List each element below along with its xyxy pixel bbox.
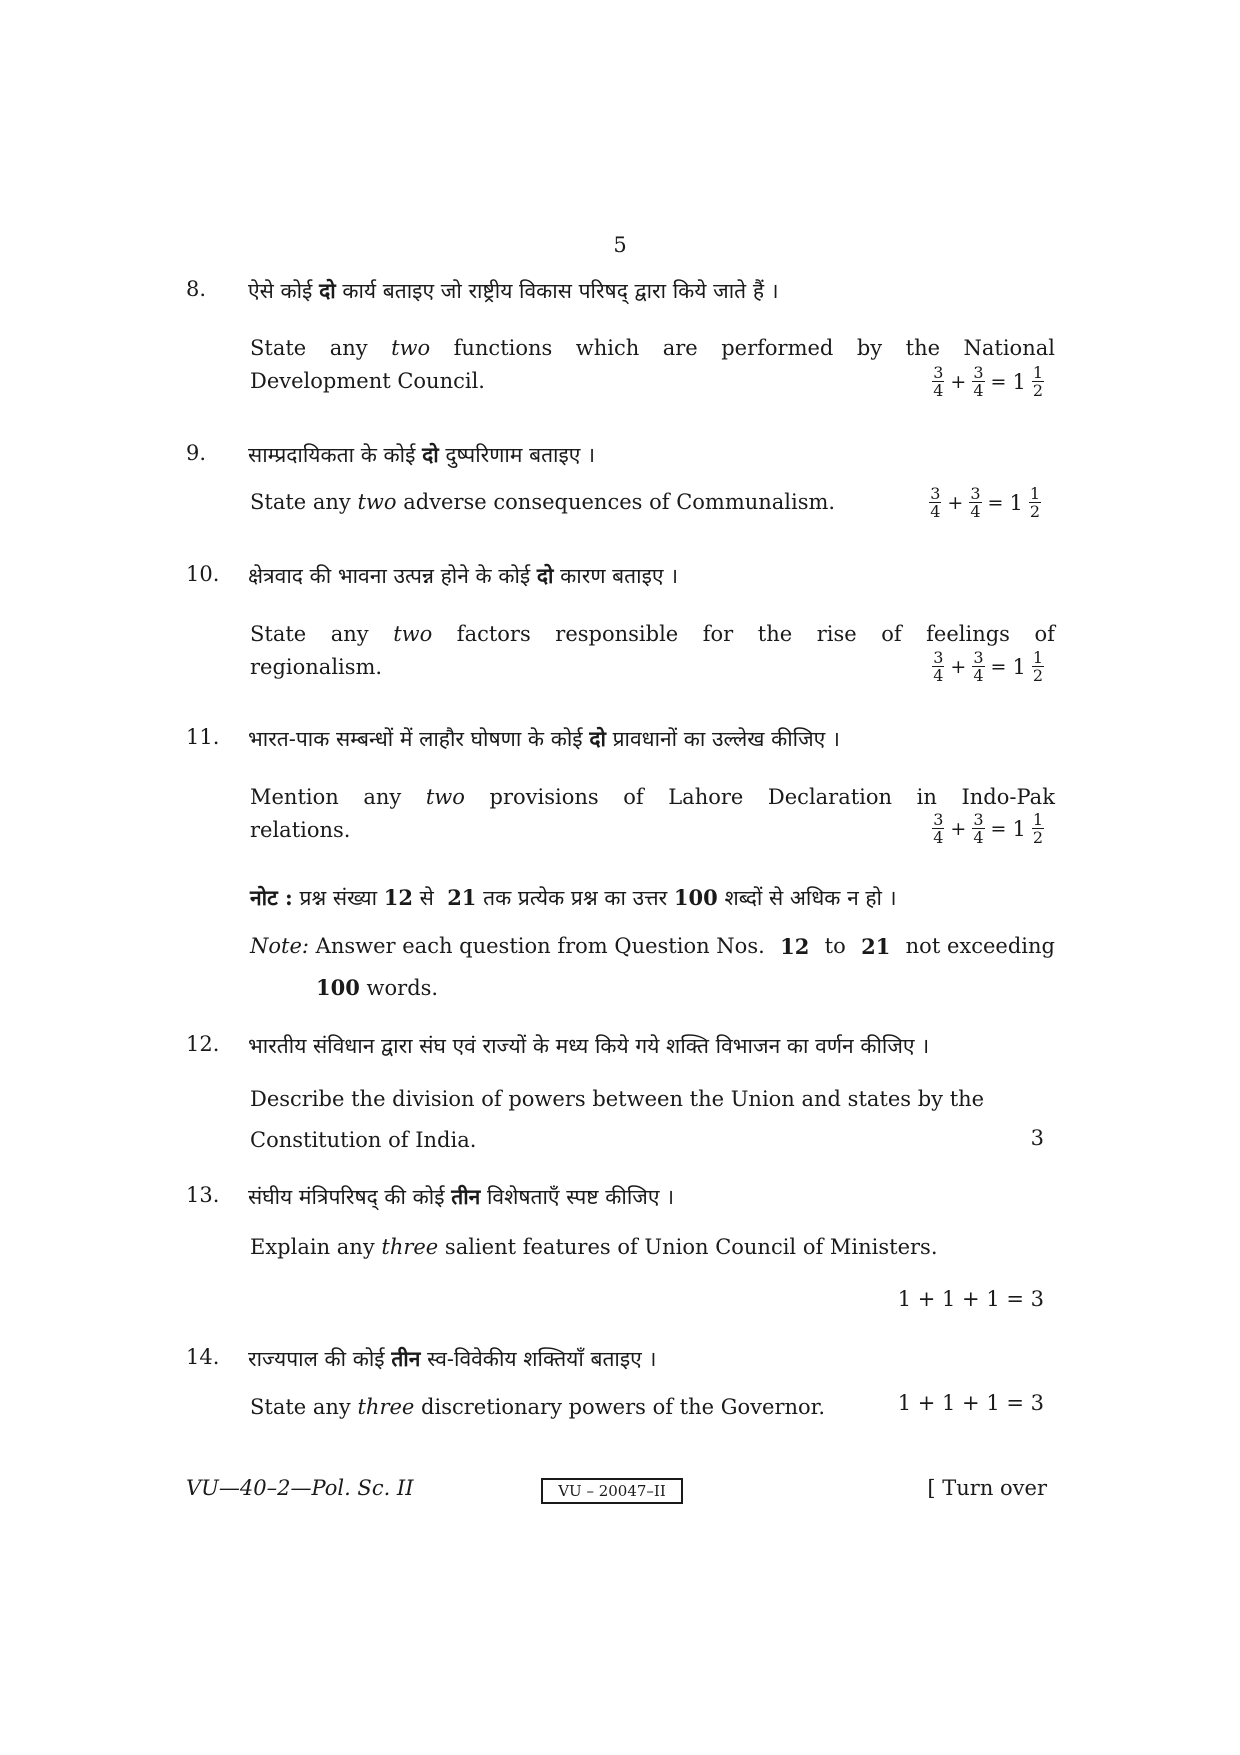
fraction: $\frac{1}{2}$ [1029, 484, 1040, 521]
marks: $\frac{3}{4}$ + $\frac{3}{4}$ = 1 $\frac{1}{2}$ [930, 484, 1040, 521]
question-number: 9. [186, 441, 207, 465]
question-number: 10. [186, 562, 220, 586]
question-11 [186, 725, 1056, 855]
note-hindi: नोट : प्रश्न संख्या 12 से 21 तक प्रत्येक प्रश्न का उत्तर 100 शब्दों से अधिक न हो । [250, 885, 897, 910]
question-english: State any two factors responsible for the rise of feelings of regionalism. [250, 622, 1055, 679]
question-number: 12. [186, 1032, 220, 1056]
marks: $\frac{3}{4}$ + $\frac{3}{4}$ = 1 $\frac{1}{2}$ [933, 648, 1043, 685]
question-english: Describe the division of powers between the Union and states by the Constitution of India. [250, 1087, 985, 1152]
note-block [186, 884, 1056, 1014]
question-number: 13. [186, 1183, 220, 1207]
question-hindi: भारत-पाक सम्बन्धों में लाहौर घोषणा के कोई दो प्रावधानों का उल्लेख कीजिए । [248, 726, 840, 751]
note-english: Note: Answer each question from Question Nos. 12 to 21 not exceeding [250, 934, 1055, 959]
marks: 1 + 1 + 1 = 3 [897, 1287, 1044, 1311]
question-hindi: ऐसे कोई दो कार्य बताइए जो राष्ट्रीय विकास परिषद् द्वारा किये जाते हैं । [248, 278, 779, 303]
fraction: $\frac{3}{4}$ [933, 648, 944, 685]
footer-code-box: VU – 20047–II [541, 1478, 683, 1504]
question-hindi: राज्यपाल की कोई तीन स्व-विवेकीय शक्तियाँ बताइए । [248, 1346, 657, 1371]
question-number: 14. [186, 1345, 220, 1369]
fraction: $\frac{1}{2}$ [1032, 810, 1043, 847]
question-english: State any two functions which are performed by the National Development Council. [250, 336, 1055, 393]
question-8 [186, 277, 1056, 407]
fraction: $\frac{3}{4}$ [933, 363, 944, 400]
question-hindi: साम्प्रदायिकता के कोई दो दुष्परिणाम बताइए । [248, 442, 596, 467]
question-hindi: भारतीय संविधान द्वारा संघ एवं राज्यों के मध्य किये गये शक्ति विभाजन का वर्णन कीजिए । [248, 1034, 930, 1058]
question-hindi: संघीय मंत्रिपरिषद् की कोई तीन विशेषताएँ स्पष्ट कीजिए । [248, 1184, 675, 1209]
fraction: $\frac{3}{4}$ [973, 363, 984, 400]
fraction: $\frac{3}{4}$ [973, 648, 984, 685]
question-hindi: क्षेत्रवाद की भावना उत्पन्न होने के कोई दो कारण बताइए । [248, 563, 679, 588]
fraction: $\frac{1}{2}$ [1032, 363, 1043, 400]
fraction: $\frac{3}{4}$ [930, 484, 941, 521]
fraction: $\frac{3}{4}$ [933, 810, 944, 847]
question-13 [186, 1183, 1056, 1323]
fraction: $\frac{1}{2}$ [1032, 648, 1043, 685]
footer-paper-code: VU—40–2—Pol. Sc. II [186, 1476, 414, 1500]
marks: 3 [1030, 1126, 1044, 1150]
turn-over-label: [ Turn over [927, 1476, 1047, 1500]
page-number: 5 [613, 233, 627, 257]
fraction: $\frac{3}{4}$ [970, 484, 981, 521]
question-number: 11. [186, 725, 220, 749]
note-english-line2: 100 words. [316, 975, 439, 1000]
question-14 [186, 1345, 1056, 1435]
question-english: Explain any three salient features of Union Council of Ministers. [250, 1235, 938, 1259]
question-english: Mention any two provisions of Lahore Declaration in Indo-Pak relations. [250, 785, 1055, 842]
question-10 [186, 562, 1056, 692]
question-number: 8. [186, 277, 207, 301]
question-9 [186, 441, 1056, 531]
marks: 1 + 1 + 1 = 3 [897, 1391, 1044, 1415]
marks: $\frac{3}{4}$ + $\frac{3}{4}$ = 1 $\frac{1}{2}$ [933, 810, 1043, 847]
marks: $\frac{3}{4}$ + $\frac{3}{4}$ = 1 $\frac{1}{2}$ [933, 363, 1043, 400]
question-english: State any three discretionary powers of the Governor. [250, 1395, 826, 1419]
question-12 [186, 1032, 1056, 1162]
question-english: State any two adverse consequences of Communalism. [250, 490, 836, 514]
fraction: $\frac{3}{4}$ [973, 810, 984, 847]
